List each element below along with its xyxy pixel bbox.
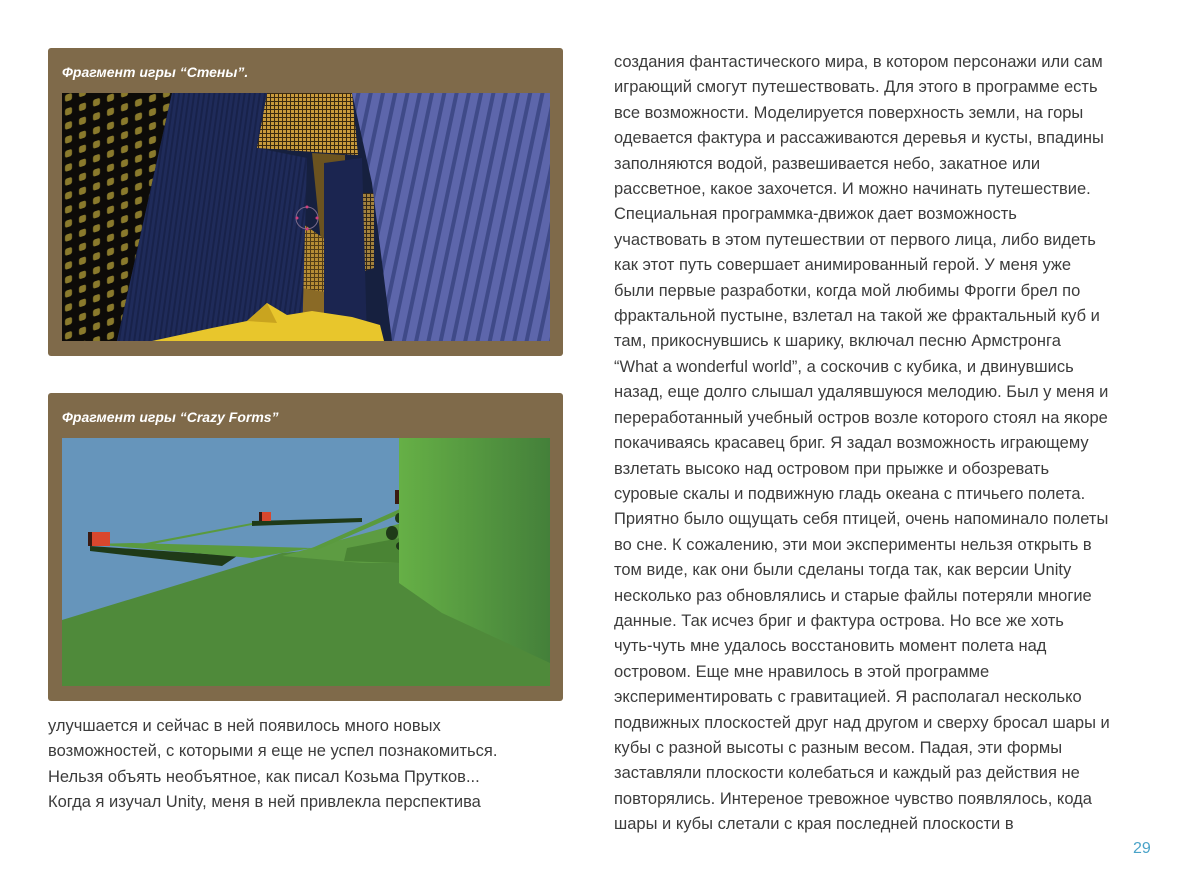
text-line: подвижных плоскостей друг над другом и сверху бросал шары и [614,713,1110,732]
text-line: заполняются водой, развешивается небо, закатное или [614,154,1041,173]
text-line: том виде, как они были сделаны тогда так, как версии Unity [614,561,1072,580]
crazy-forms-game-screenshot-icon [62,438,550,686]
text-line: Когда я изучал Unity, меня в ней привлекла перспектива [48,793,481,812]
text-line: заставляли плоскости колебаться и каждый раз действия не [614,764,1080,783]
text-line: Специальная программка-движок дает возможность [614,205,1017,224]
text-line: переработанный учебный остров возле которого стоял на якоре [614,408,1108,427]
text-line: как этот путь совершает анимированный герой. У меня уже [614,256,1072,275]
figure-caption: Фрагмент игры “Стены”. [62,64,249,80]
text-line: взлетать высоко над островом при прыжке и обозревать [614,459,1050,478]
left-column-text [48,714,497,816]
text-line: несколько раз обновлялись и старые файлы потеряли многие [614,586,1092,605]
walls-game-screenshot-icon [62,93,550,341]
text-line: были первые разработки, когда мой любимы Фрогги брел по [614,281,1081,300]
figure-caption: Фрагмент игры “Crazy Forms” [62,409,279,425]
text-line: возможностей, с которыми я еще не успел познакомиться. [48,742,498,761]
text-line: повторялись. Интереное тревожное чувство появлялось, кода [614,789,1092,808]
text-line: покачиваясь красавец бриг. Я задал возможность играющему [614,434,1089,453]
text-line: Нельзя объять необъятное, как писал Козьма Прутков... [48,767,480,786]
figure-walls [48,48,563,356]
figure-crazy-forms [48,393,563,701]
text-line: фрактальной пустыне, взлетал на такой же фрактальный куб и [614,307,1100,326]
text-line: Приятно было ощущать себя птицей, очень напоминало полеты [614,510,1109,529]
text-line: островом. Еще мне нравилось в этой программе [614,662,990,681]
text-line: суровые скалы и подвижную гладь океана с птичьего полета. [614,484,1086,503]
text-line: назад, еще долго слышал удалявшуюся мелодию. Был у меня и [614,383,1109,402]
text-line: “What a wonderful world”, а соскочив с кубика, и двинувшись [614,357,1074,376]
text-line: во сне. К сожалению, эти мои эксперименты нельзя открыть в [614,535,1092,554]
text-line: создания фантастического мира, в котором персонажи или сам [614,53,1103,71]
text-line: экспериментировать с гравитацией. Я располагал несколько [614,688,1082,707]
text-line: кубы с разной высоты с разным весом. Падая, эти формы [614,738,1063,757]
text-line: чуть-чуть мне удалось восстановить момент полета над [614,637,1047,656]
text-line: одевается фактура и рассаживаются деревья и кусты, впадины [614,129,1104,148]
text-line: рассветное, какое захочется. И можно начинать путешествие. [614,180,1091,199]
text-line: участвовать в этом путешествии от первого лица, либо видеть [614,230,1096,249]
text-line: там, прикоснувшись к шарику, включал песню Армстронга [614,332,1061,351]
text-line: все возможности. Моделируется поверхность земли, на горы [614,103,1084,122]
page-number: 29 [1133,840,1151,857]
text-line: данные. Так исчез бриг и фактура острова. Но все же хоть [614,611,1064,630]
right-column-text [614,50,1110,838]
text-line: шары и кубы слетали с края последней плоскости в [614,815,1014,834]
text-line: улучшается и сейчас в ней появилось много новых [48,717,441,735]
text-line: играющий смогут путешествовать. Для этого в программе есть [614,78,1098,97]
